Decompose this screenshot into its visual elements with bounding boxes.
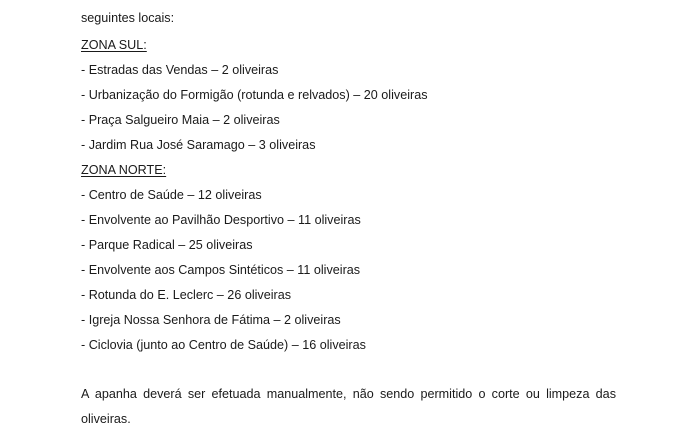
list-item: - Rotunda do E. Leclerc – 26 oliveiras <box>81 288 292 302</box>
list-item: - Jardim Rua José Saramago – 3 oliveiras <box>81 138 316 152</box>
section-heading-zona-norte: ZONA NORTE: <box>81 163 167 177</box>
list-item: - Igreja Nossa Senhora de Fátima – 2 oliveiras <box>81 313 341 327</box>
list-item: - Envolvente aos Campos Sintéticos – 11 oliveiras <box>81 263 361 277</box>
list-item: - Parque Radical – 25 oliveiras <box>81 238 253 252</box>
list-item: - Envolvente ao Pavilhão Desportivo – 11 oliveiras <box>81 213 361 227</box>
list-item: - Ciclovia (junto ao Centro de Saúde) – 16 oliveiras <box>81 338 366 352</box>
section-heading-zona-sul: ZONA SUL: <box>81 38 147 52</box>
list-item: - Praça Salgueiro Maia – 2 oliveiras <box>81 113 280 127</box>
closing-paragraph: A apanha deverá ser efetuada manualmente, não sendo permitido o corte ou limpeza das oliveiras. <box>81 387 616 426</box>
list-item: - Urbanização do Formigão (rotunda e relvados) – 20 oliveiras <box>81 88 428 102</box>
list-item: - Estradas das Vendas – 2 oliveiras <box>81 63 279 77</box>
list-item: - Centro de Saúde – 12 oliveiras <box>81 188 262 202</box>
intro-fragment: seguintes locais: <box>81 11 175 25</box>
